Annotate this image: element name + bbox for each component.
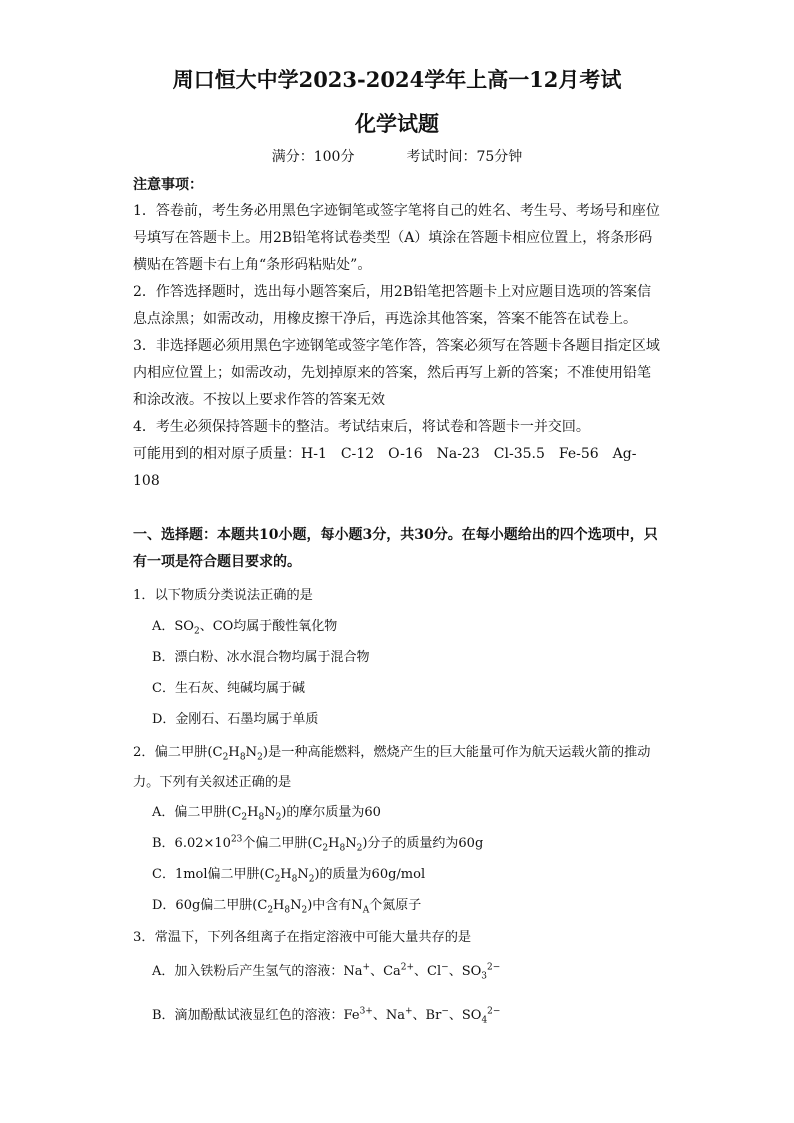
full-score: 满分：100分	[271, 149, 355, 165]
notes-list	[133, 198, 663, 495]
note-item: 3．非选择题必须用黑色字迹钢笔或签字笔作答，答案必须写在答题卡各题目指定区域内相应位置上；如需改动，先划掉原来的答案，然后再写上新的答案；不准使用铅笔和涂改液。不按以上要求作答的答案无效	[133, 338, 660, 408]
exam-time: 考试时间：75分钟	[406, 149, 523, 165]
q1-option-b: B．漂白粉、冰水混合物均属于混合物	[152, 650, 370, 665]
q3-option-a: A．加入铁粉后产生氢气的溶液：Na+、$Ca^{2+}$、Cl−、$SO_3^{2-}$	[152, 962, 501, 982]
section-heading: 一、选择题：本题共10小题，每小题3分，共30分。在每小题给出的四个选项中，只有一项是符合题目要求的。	[133, 527, 658, 570]
question-1-stem: 1．以下物质分类说法正确的是	[133, 588, 313, 603]
note-item: 4．考生必须保持答题卡的整洁。考试结束后，将试卷和答题卡一并交回。	[133, 419, 590, 435]
note-item: 2．作答选择题时，选出每小题答案后，用2B铅笔把答题卡上对应题目选项的答案信息点涂黑；如需改动，用橡皮擦干净后，再选涂其他答案，答案不能答在试卷上。	[133, 284, 652, 327]
note-item: 可能用到的相对原子质量：H-1 C-12 O-16 Na-23 Cl-35.5 Fe-56 Ag-108	[133, 446, 637, 489]
q2-option-b: B．$6.02\times 10^{23}$个偏二甲肼$(C_2H_8N_2)$分子的质量约为60g	[152, 834, 484, 854]
q3-option-b: B．滴加酚酞试液显红色的溶液：$Fe^{3+}$、Na+、Br−、$SO_4^{2-}$	[152, 1006, 501, 1026]
q1-option-a: A．$SO_2$、CO均属于酸性氧化物	[152, 619, 338, 637]
question-2-stem: 2．偏二甲肼$(C_2H_8N_2)$是一种高能燃料，燃烧产生的巨大能量可作为航天运载火箭的推动力。下列有关叙述正确的是	[133, 745, 651, 790]
q1-option-d: D．金刚石、石墨均属于单质	[152, 712, 319, 727]
q1-option-c: C．生石灰、纯碱均属于碱	[152, 681, 305, 696]
notes-heading: 注意事项：	[133, 177, 203, 193]
q2-option-c: C．1mol偏二甲肼$(C_2H_8N_2)$的质量为60g/mol	[152, 867, 426, 885]
question-3-stem: 3．常温下，下列各组离子在指定溶液中可能大量共存的是	[133, 930, 472, 945]
q2-option-a: A．偏二甲肼$(C_2H_8N_2)$的摩尔质量为60	[152, 805, 381, 823]
note-item: 1．答卷前，考生务必用黑色字迹铜笔或签字笔将自己的姓名、考生号、考场号和座位号填写在答题卡上。用2B铅笔将试卷类型（A）填涂在答题卡相应位置上，将条形码横贴在答题卡右上角“条形码粘贴处”。	[133, 203, 660, 273]
exam-title: 周口恒大中学2023-2024学年上高一12月考试	[172, 67, 622, 92]
exam-meta	[0, 146, 794, 166]
q2-option-d: D．60g偏二甲肼$(C_2H_8N_2)$中含有$N_A$个氮原子	[152, 898, 422, 916]
exam-subject: 化学试题	[355, 111, 439, 136]
